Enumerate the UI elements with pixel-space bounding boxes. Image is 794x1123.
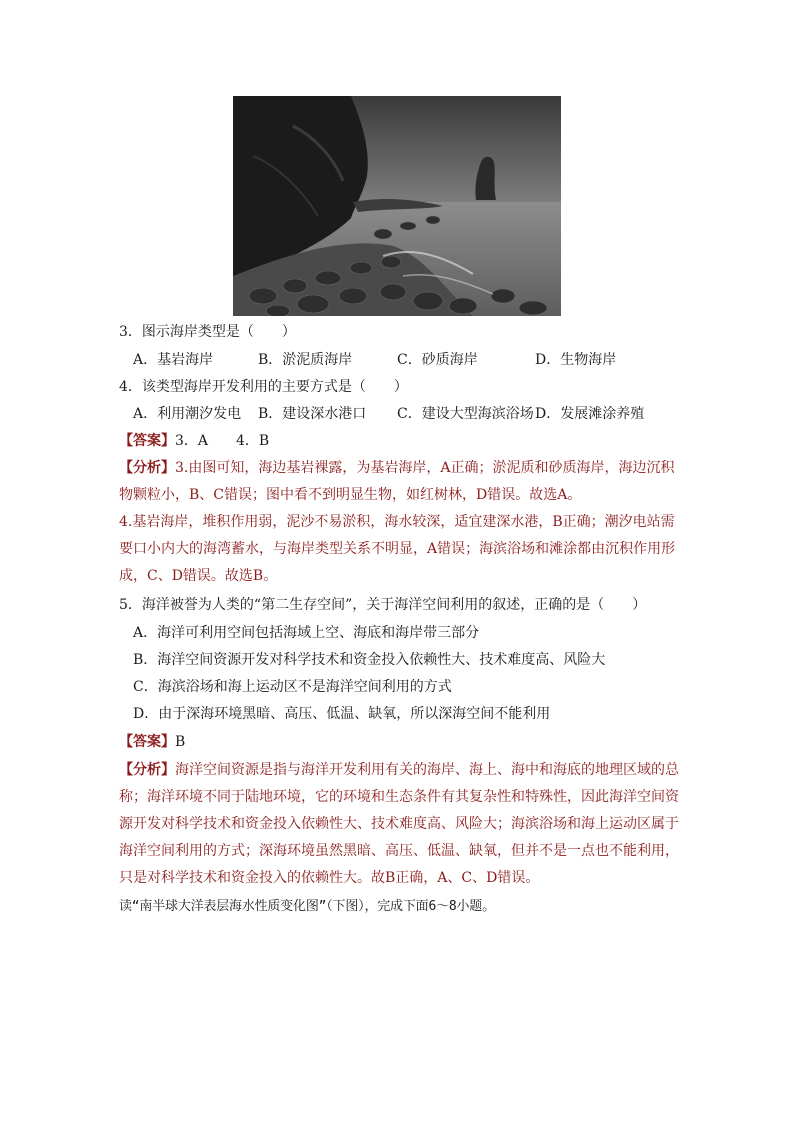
q5-option-c: C．海滨浴场和海上运动区不是海洋空间利用的方式 [133, 679, 452, 695]
answer-text: 3．A 4．B [175, 433, 270, 449]
analysis-text: 海洋空间资源是指与海洋开发利用有关的海岸、海上、海中和海底的地理区域的总 [175, 762, 679, 778]
analysis-5-line-1 [119, 760, 679, 780]
q5-option-a: A．海洋可利用空间包括海域上空、海底和海岸带三部分 [133, 625, 480, 641]
answer-text: B [175, 734, 186, 750]
q3-option-d: D．生物海岸 [535, 352, 617, 368]
analysis-tag: 【分析】 [119, 762, 175, 778]
q4-option-d: D．发展滩涂养殖 [535, 406, 645, 422]
q3-option-c: C．砂质海岸 [397, 352, 478, 368]
q3-option-a: A．基岩海岸 [133, 352, 214, 368]
q5-option-d: D．由于深海环境黑暗、高压、低温、缺氧，所以深海空间不能利用 [133, 706, 551, 722]
answer-tag: 【答案】 [119, 734, 175, 750]
analysis-3-4-line-5: 成，C、D错误。故选B。 [119, 568, 278, 584]
analysis-3-4-line-2: 物颗粒小，B、C错误；图中看不到明显生物，如红树林，D错误。故选A。 [119, 487, 582, 503]
q4-option-b: B．建设深水港口 [258, 406, 367, 422]
q3-stem: 3．图示海岸类型是（ ） [119, 324, 296, 340]
analysis-tag: 【分析】 [119, 460, 175, 476]
q4-stem: 4．该类型海岸开发利用的主要方式是（ ） [119, 379, 408, 395]
analysis-5-line-5: 只是对科学技术和资金投入的依赖性大。故B正确，A、C、D错误。 [119, 870, 540, 886]
q3-option-b: B．淤泥质海岸 [258, 352, 353, 368]
answer-3-4 [119, 431, 269, 451]
analysis-5-line-3: 源开发对科学技术和资金投入依赖性大、技术难度高、风险大；海滨浴场和海上运动区属于 [119, 816, 679, 832]
answer-5 [119, 732, 185, 752]
analysis-5-line-4: 海洋空间利用的方式；深海环境虽然黑暗、高压、低温、缺氧，但并不是一点也不能利用， [119, 843, 679, 859]
coast-photo [233, 96, 561, 316]
q4-option-a: A．利用潮汐发电 [133, 406, 242, 422]
analysis-5-line-2: 称；海洋环境不同于陆地环境，它的环境和生态条件有其复杂性和特殊性，因此海洋空间资 [119, 789, 679, 805]
analysis-3-4-line-1 [119, 458, 674, 478]
answer-tag: 【答案】 [119, 433, 175, 449]
q5-stem: 5．海洋被誉为人类的“第二生存空间”，关于海洋空间利用的叙述，正确的是（ ） [119, 597, 647, 613]
q4-option-c: C．建设大型海滨浴场 [397, 406, 534, 422]
q5-option-b: B．海洋空间资源开发对科学技术和资金投入依赖性大、技术难度高、风险大 [133, 652, 606, 668]
analysis-3-4-line-3: 4.基岩海岸，堆积作用弱，泥沙不易淤积，海水较深，适宜建深水港，B正确；潮汐电站需 [119, 514, 675, 530]
next-questions-intro: 读“南半球大洋表层海水性质变化图”（下图），完成下面6～8小题。 [119, 899, 495, 914]
analysis-text: 3.由图可知，海边基岩裸露，为基岩海岸，A正确；淤泥质和砂质海岸，海边沉积 [175, 460, 675, 476]
analysis-3-4-line-4: 要口小内大的海湾蓄水，与海岸类型关系不明显，A错误；海滨浴场和滩涂都由沉积作用形 [119, 541, 676, 557]
